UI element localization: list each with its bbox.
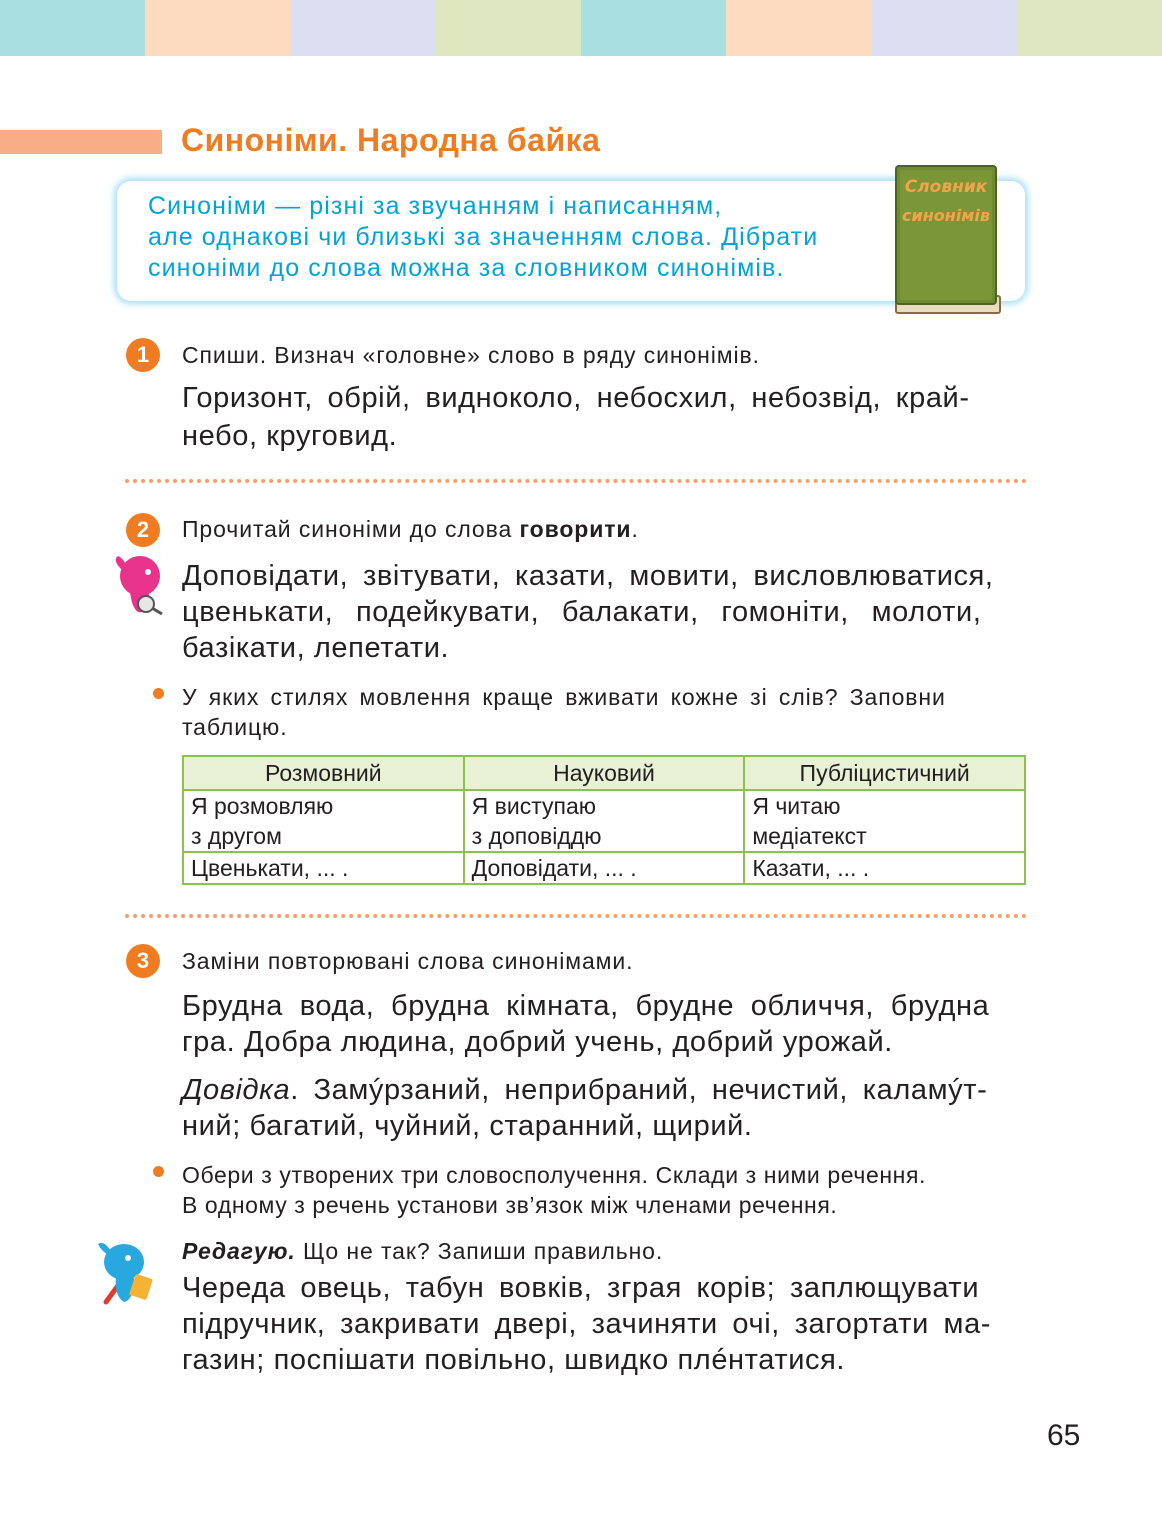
cell-line: з другом xyxy=(191,823,282,849)
task3-line-1-text: Брудна вода, брудна кімната, брудне обличчя, брудна xyxy=(182,990,990,1022)
task3-bullet-line-1: Обери з утворених три словосполучення. Склади з ними речення. xyxy=(182,1162,927,1188)
table-cell xyxy=(183,790,464,852)
page-title: Синоніми. Народна байка xyxy=(181,122,601,158)
edit-line-2 xyxy=(182,1308,1025,1341)
task2-keyword: говорити xyxy=(519,516,632,542)
edit-line-1 xyxy=(182,1272,1025,1305)
hint-label: Довідка xyxy=(182,1074,291,1106)
table-header-row xyxy=(183,756,1025,790)
task1-instruction: Спиши. Визнач «головне» слово в ряду синонімів. xyxy=(182,342,760,368)
table-cell xyxy=(464,790,745,852)
edit-instruction-text: Що не так? Запиши правильно. xyxy=(295,1238,664,1264)
strip-segment xyxy=(872,0,1017,56)
task3-hint-line-2: ний; багатий, чуйний, старанний, щирий. xyxy=(182,1110,753,1142)
edit-instruction xyxy=(182,1238,663,1265)
title-accent-bar xyxy=(0,130,162,154)
task3-hint-line-1-text xyxy=(182,1074,987,1107)
pink-character-icon xyxy=(108,552,168,618)
edit-line-1-text: Череда овець, табун вовків, зграя корів; заплющувати xyxy=(182,1272,980,1304)
task2-instruction xyxy=(182,516,639,543)
table-row xyxy=(183,790,1025,852)
dictionary-book-icon xyxy=(892,162,1002,316)
book-label-line-1: Словник xyxy=(904,177,988,197)
cell-line: Я виступаю xyxy=(471,793,597,819)
strip-segment xyxy=(581,0,726,56)
task2-instruction-pre: Прочитай синоніми до слова xyxy=(182,516,520,542)
task-number-badge-2: 2 xyxy=(126,513,160,547)
rule-line-2: але однакові чи близькі за значенням слова. Дібрати xyxy=(148,223,819,251)
task-number-badge-1: 1 xyxy=(126,338,160,372)
task2-line-1 xyxy=(182,560,1025,593)
strip-segment xyxy=(726,0,871,56)
dotted-divider xyxy=(125,479,1027,483)
bullet-dot xyxy=(153,1166,164,1177)
table-cell: Доповідати, ... . xyxy=(464,852,745,884)
blue-character-icon xyxy=(94,1240,160,1310)
book-label-line-2: синонімів xyxy=(902,206,990,225)
strip-segment xyxy=(436,0,581,56)
task3-hint-line-1 xyxy=(182,1074,1025,1107)
task1-line-1-text: Горизонт, обрій, видноколо, небосхил, небозвід, край- xyxy=(182,382,970,414)
cell-line: медіатекст xyxy=(752,823,867,849)
table-cell: Цвенькати, ... . xyxy=(183,852,464,884)
speech-styles-table xyxy=(182,755,1026,885)
task2-line-2-text: цвенькати, подейкувати, балакати, гомоніти, молоти, xyxy=(182,596,982,628)
table-header-cell: Публіцистичний xyxy=(744,756,1025,790)
table-cell: Казати, ... . xyxy=(744,852,1025,884)
task3-bullet-line-2: В одному з речень установи зв’язок між членами речення. xyxy=(182,1192,838,1218)
cell-line: Я розмовляю xyxy=(191,793,334,819)
task2-line-2 xyxy=(182,596,1025,629)
table-row xyxy=(183,852,1025,884)
cell-line: з доповіддю xyxy=(471,823,602,849)
edit-line-2-text: підручник, закривати двері, зачиняти очі, загортати ма- xyxy=(182,1308,992,1340)
strip-segment xyxy=(1017,0,1162,56)
dotted-divider xyxy=(125,914,1027,918)
task3-line-2: гра. Добра людина, добрий учень, добрий урожай. xyxy=(182,1026,893,1058)
task2-bullet-line-2: таблицю. xyxy=(182,714,288,740)
top-color-strip xyxy=(0,0,1162,56)
task2-instruction-post: . xyxy=(631,516,639,542)
task3-line-1 xyxy=(182,990,1025,1023)
page-number: 65 xyxy=(1047,1419,1081,1452)
task-number-badge-3: 3 xyxy=(126,944,160,978)
hint-line-1-rest: . Замýрзаний, неприбраний, нечистий, каламýт- xyxy=(290,1074,988,1106)
task1-line-1 xyxy=(182,382,1025,415)
bullet-dot xyxy=(153,688,164,699)
task1-line-2: небо, круговид. xyxy=(182,420,398,452)
task2-line-3: базікати, лепетати. xyxy=(182,632,450,664)
strip-segment xyxy=(0,0,145,56)
edit-line-3: газин; поспішати повільно, швидко плéнтатися. xyxy=(182,1344,846,1376)
task2-line-1-text: Доповідати, звітувати, казати, мовити, висловлюватися, xyxy=(182,560,994,592)
edit-label: Редагую. xyxy=(182,1238,296,1264)
table-cell xyxy=(744,790,1025,852)
table-header-cell: Науковий xyxy=(464,756,745,790)
strip-segment xyxy=(145,0,290,56)
table-header-cell: Розмовний xyxy=(183,756,464,790)
task2-bullet-line-1: У яких стилях мовлення краще вживати кожне зі слів? Заповни xyxy=(182,684,946,710)
rule-line-3: синоніми до слова можна за словником синонімів. xyxy=(148,254,785,282)
task3-instruction: Заміни повторювані слова синонімами. xyxy=(182,948,634,974)
rule-line-1: Синоніми — різні за звучанням і написанням, xyxy=(148,192,723,220)
strip-segment xyxy=(291,0,436,56)
cell-line: Я читаю xyxy=(752,793,841,819)
